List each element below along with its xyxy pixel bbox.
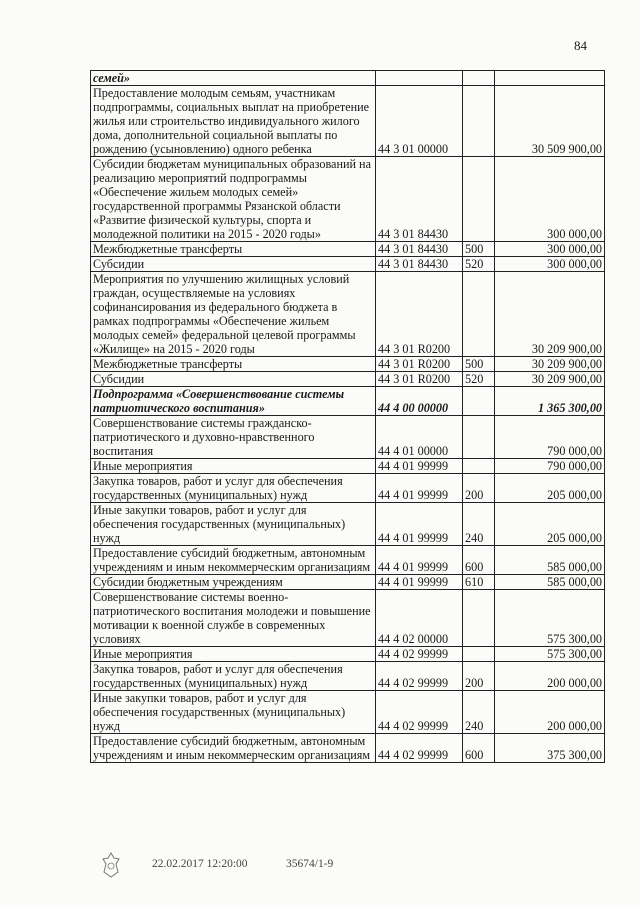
table-row xyxy=(91,503,605,546)
row-code: 44 4 02 99999 xyxy=(376,662,463,691)
row-code: 44 4 01 99999 xyxy=(376,503,463,546)
row-expense-type xyxy=(463,86,495,157)
table-row xyxy=(91,387,605,416)
row-amount: 200 000,00 xyxy=(495,662,605,691)
row-expense-type xyxy=(463,272,495,357)
row-description: Межбюджетные трансферты xyxy=(91,357,376,372)
table-row xyxy=(91,257,605,272)
row-amount: 200 000,00 xyxy=(495,691,605,734)
table-row xyxy=(91,157,605,242)
table-row xyxy=(91,71,605,86)
row-description: Межбюджетные трансферты xyxy=(91,242,376,257)
table-row xyxy=(91,546,605,575)
row-expense-type xyxy=(463,416,495,459)
row-expense-type xyxy=(463,157,495,242)
row-description: семей» xyxy=(91,71,376,86)
row-amount: 585 000,00 xyxy=(495,575,605,590)
table-row xyxy=(91,662,605,691)
row-code: 44 4 02 99999 xyxy=(376,647,463,662)
page-footer xyxy=(0,856,640,896)
budget-table-body xyxy=(91,71,605,763)
row-expense-type: 240 xyxy=(463,691,495,734)
row-code: 44 4 02 00000 xyxy=(376,590,463,647)
row-amount: 575 300,00 xyxy=(495,647,605,662)
table-row xyxy=(91,575,605,590)
row-amount: 30 209 900,00 xyxy=(495,272,605,357)
row-expense-type xyxy=(463,387,495,416)
row-description: Иные мероприятия xyxy=(91,459,376,474)
row-amount: 30 209 900,00 xyxy=(495,372,605,387)
table-row xyxy=(91,459,605,474)
page-number: 84 xyxy=(574,38,587,53)
row-code: 44 3 01 84430 xyxy=(376,242,463,257)
row-amount: 1 365 300,00 xyxy=(495,387,605,416)
table-row xyxy=(91,691,605,734)
row-code: 44 4 01 00000 xyxy=(376,416,463,459)
row-description: Мероприятия по улучшению жилищных условий граждан, осуществляемые на условиях софинансирования из федерального бюджета в рамках подпрограммы «Обеспечение жильем молодых семей» федеральной целевой программы «Жилище» на 2015 - 2020 годы xyxy=(91,272,376,357)
row-code xyxy=(376,71,463,86)
table-row xyxy=(91,242,605,257)
row-amount: 585 000,00 xyxy=(495,546,605,575)
footer-date: 22.02.2017 12:20:00 xyxy=(152,858,248,870)
row-expense-type: 200 xyxy=(463,662,495,691)
table-row xyxy=(91,734,605,763)
row-code: 44 4 01 99999 xyxy=(376,575,463,590)
row-description: Предоставление молодым семьям, участникам подпрограммы, социальных выплат на приобретение жилья или строительство индивидуального жилого дома, дополнительной социальной выплаты по рождению (усыновлению) одного ребенка xyxy=(91,86,376,157)
row-expense-type: 240 xyxy=(463,503,495,546)
row-amount: 790 000,00 xyxy=(495,459,605,474)
table-row xyxy=(91,357,605,372)
row-description: Закупка товаров, работ и услуг для обеспечения государственных (муниципальных) нужд xyxy=(91,662,376,691)
row-description: Субсидии xyxy=(91,372,376,387)
row-expense-type: 200 xyxy=(463,474,495,503)
row-expense-type xyxy=(463,590,495,647)
row-description: Совершенствование системы гражданско-патриотического и духовно-нравственного воспитания xyxy=(91,416,376,459)
row-description: Иные мероприятия xyxy=(91,647,376,662)
row-code: 44 4 02 99999 xyxy=(376,691,463,734)
row-amount: 300 000,00 xyxy=(495,157,605,242)
budget-table xyxy=(90,70,605,763)
row-description: Закупка товаров, работ и услуг для обеспечения государственных (муниципальных) нужд xyxy=(91,474,376,503)
row-amount: 30 509 900,00 xyxy=(495,86,605,157)
row-expense-type: 500 xyxy=(463,242,495,257)
row-description: Иные закупки товаров, работ и услуг для обеспечения государственных (муниципальных) нужд xyxy=(91,691,376,734)
table-row xyxy=(91,474,605,503)
row-code: 44 3 01 R0200 xyxy=(376,372,463,387)
row-expense-type: 520 xyxy=(463,372,495,387)
row-code: 44 3 01 R0200 xyxy=(376,272,463,357)
row-amount: 205 000,00 xyxy=(495,503,605,546)
table-row xyxy=(91,372,605,387)
row-code: 44 3 01 00000 xyxy=(376,86,463,157)
row-expense-type xyxy=(463,71,495,86)
row-expense-type: 600 xyxy=(463,734,495,763)
row-description: Предоставление субсидий бюджетным, автономным учреждениям и иным некоммерческим организациям xyxy=(91,734,376,763)
row-code: 44 4 01 99999 xyxy=(376,546,463,575)
row-amount xyxy=(495,71,605,86)
row-expense-type: 500 xyxy=(463,357,495,372)
row-description: Предоставление субсидий бюджетным, автономным учреждениям и иным некоммерческим организациям xyxy=(91,546,376,575)
row-expense-type xyxy=(463,647,495,662)
row-code: 44 3 01 84430 xyxy=(376,157,463,242)
row-amount: 375 300,00 xyxy=(495,734,605,763)
row-expense-type: 520 xyxy=(463,257,495,272)
row-amount: 790 000,00 xyxy=(495,416,605,459)
row-amount: 300 000,00 xyxy=(495,242,605,257)
row-description: Субсидии xyxy=(91,257,376,272)
row-code: 44 3 01 84430 xyxy=(376,257,463,272)
table-row xyxy=(91,590,605,647)
row-code: 44 4 01 99999 xyxy=(376,474,463,503)
row-code: 44 4 01 99999 xyxy=(376,459,463,474)
table-row xyxy=(91,86,605,157)
row-amount: 30 209 900,00 xyxy=(495,357,605,372)
row-expense-type: 600 xyxy=(463,546,495,575)
emblem-icon xyxy=(100,852,122,878)
row-description: Совершенствование системы военно-патриотического воспитания молодежи и повышение мотивации к военной службе в современных условиях xyxy=(91,590,376,647)
row-amount: 300 000,00 xyxy=(495,257,605,272)
row-expense-type xyxy=(463,459,495,474)
row-description: Субсидии бюджетным учреждениям xyxy=(91,575,376,590)
row-expense-type: 610 xyxy=(463,575,495,590)
footer-doc-number: 35674/1-9 xyxy=(286,858,334,870)
row-code: 44 3 01 R0200 xyxy=(376,357,463,372)
table-row xyxy=(91,272,605,357)
row-code: 44 4 00 00000 xyxy=(376,387,463,416)
row-amount: 575 300,00 xyxy=(495,590,605,647)
row-description: Субсидии бюджетам муниципальных образований на реализацию мероприятий подпрограммы «Обеспечение жильем молодых семей» государственной программы Рязанской области «Развитие физической культуры, спорта и молодежной политики на 2015 - 2020 годы» xyxy=(91,157,376,242)
table-row xyxy=(91,416,605,459)
row-description: Подпрограмма «Совершенствование системы патриотического воспитания» xyxy=(91,387,376,416)
row-description: Иные закупки товаров, работ и услуг для обеспечения государственных (муниципальных) нужд xyxy=(91,503,376,546)
row-amount: 205 000,00 xyxy=(495,474,605,503)
row-code: 44 4 02 99999 xyxy=(376,734,463,763)
table-row xyxy=(91,647,605,662)
